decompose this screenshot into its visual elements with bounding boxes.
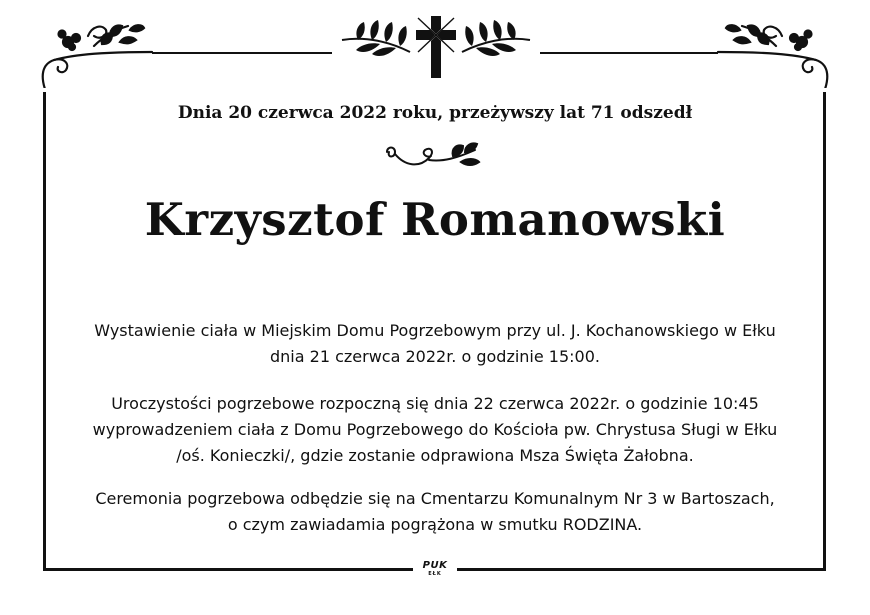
paragraph-line: o czym zawiadamia pogrążona w smutku RODZINA.	[227, 515, 643, 534]
frame-top-line-right	[540, 52, 718, 54]
death-date-headline: Dnia 20 czerwca 2022 roku, przeżywszy lat 71 odszedł	[177, 103, 693, 123]
floral-corner-ornament-left-icon	[36, 16, 158, 88]
cross-with-laurel-icon	[338, 12, 534, 82]
frame-bottom-border-left	[43, 568, 413, 571]
swirl-leaf-divider-icon	[383, 140, 485, 178]
paragraph-line: wyprowadzeniem ciała z Domu Pogrzebowego do Kościoła pw. Chrystusa Sługi w Ełku	[92, 420, 778, 439]
floral-corner-ornament-right-icon	[712, 16, 834, 88]
ceremony-paragraph	[50, 391, 820, 469]
frame-bottom-border-right	[457, 568, 826, 571]
frame-left-border	[43, 92, 46, 570]
logo-sub-text: EŁK	[428, 571, 442, 577]
burial-paragraph	[50, 486, 820, 538]
frame-right-border	[823, 92, 826, 570]
frame-top-line-left	[152, 52, 332, 54]
paragraph-line: Ceremonia pogrzebowa odbędzie się na Cmentarzu Komunalnym Nr 3 w Bartoszach,	[95, 489, 775, 508]
logo-main-text: PUK	[422, 560, 448, 571]
paragraph-line: dnia 21 czerwca 2022r. o godzinie 15:00.	[270, 347, 600, 366]
viewing-paragraph	[50, 318, 820, 370]
deceased-name: Krzysztof Romanowski	[144, 193, 726, 246]
paragraph-line: Uroczystości pogrzebowe rozpoczną się dnia 22 czerwca 2022r. o godzinie 10:45	[111, 394, 759, 413]
puk-elk-logo	[416, 561, 454, 581]
paragraph-line: /oś. Konieczki/, gdzie zostanie odprawiona Msza Święta Żałobna.	[176, 446, 694, 465]
paragraph-line: Wystawienie ciała w Miejskim Domu Pogrzebowym przy ul. J. Kochanowskiego w Ełku	[94, 321, 776, 340]
